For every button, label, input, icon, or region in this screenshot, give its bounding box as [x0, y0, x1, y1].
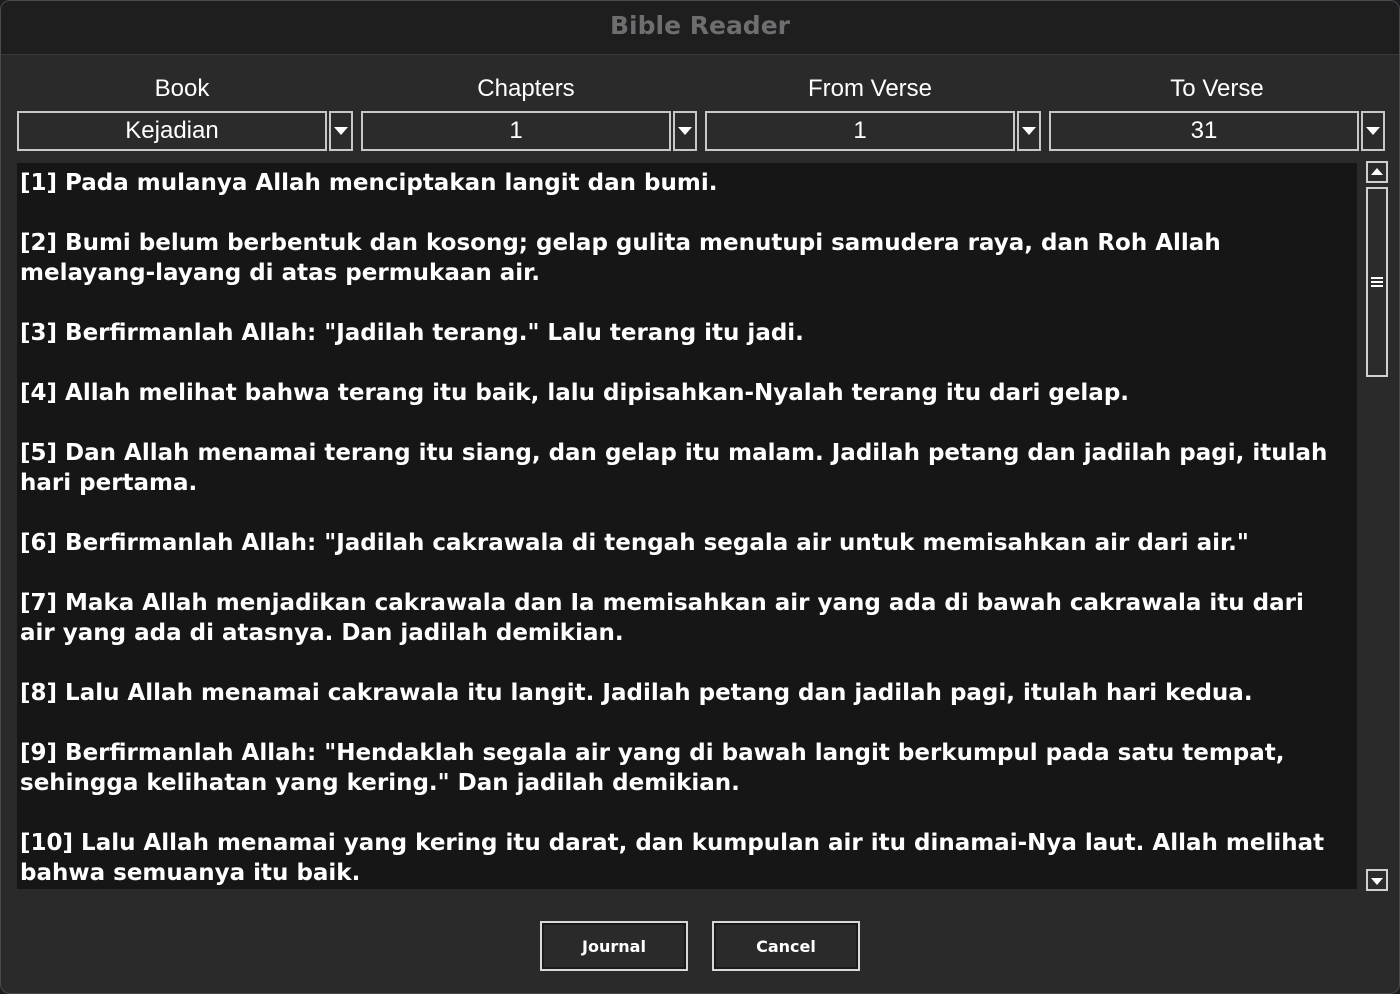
- scroll-up-arrow-icon: [1371, 168, 1383, 175]
- chevron-down-icon: [1022, 127, 1036, 135]
- verse-10: [10] Lalu Allah menamai yang kering itu darat, dan kumpulan air itu dinamai-Nya laut. Allah melihat bahwa semuanya itu baik.: [20, 830, 1325, 886]
- vertical-scrollbar[interactable]: [1363, 159, 1391, 893]
- verse-6: [6] Berfirmanlah Allah: "Jadilah cakrawala di tengah segala air untuk memisahkan air dari air.": [20, 530, 1249, 556]
- to-verse-label: To Verse: [1170, 75, 1264, 102]
- journal-button[interactable]: Journal: [540, 921, 688, 971]
- scroll-up-button[interactable]: [1366, 161, 1388, 183]
- cancel-button[interactable]: Cancel: [712, 921, 860, 971]
- verse-4: [4] Allah melihat bahwa terang itu baik, lalu dipisahkan-Nyalah terang itu dari gelap.: [20, 380, 1130, 406]
- chapters-dropdown-button[interactable]: [673, 111, 697, 151]
- chapters-select[interactable]: 1: [361, 111, 671, 151]
- from-verse-dropdown-button[interactable]: [1017, 111, 1041, 151]
- scroll-down-arrow-icon: [1371, 878, 1383, 885]
- chevron-down-icon: [1366, 127, 1380, 135]
- book-label: Book: [154, 75, 210, 102]
- verse-3: [3] Berfirmanlah Allah: "Jadilah terang." Lalu terang itu jadi.: [20, 320, 804, 346]
- scroll-thumb[interactable]: [1366, 187, 1388, 377]
- verse-list: [17, 163, 1357, 888]
- book-select[interactable]: Kejadian: [17, 111, 327, 151]
- chapters-label: Chapters: [477, 75, 575, 102]
- verse-text-area[interactable]: [17, 163, 1357, 889]
- from-verse-label: From Verse: [807, 75, 933, 102]
- title-bar[interactable]: [1, 1, 1399, 55]
- verse-8: [8] Lalu Allah menamai cakrawala itu langit. Jadilah petang dan jadilah pagi, itulah hari kedua.: [20, 680, 1253, 706]
- chevron-down-icon: [334, 127, 348, 135]
- verse-9: [9] Berfirmanlah Allah: "Hendaklah segala air yang di bawah langit berkumpul pada satu tempat, sehingga kelihatan yang kering." Dan jadilah demikian.: [20, 740, 1285, 796]
- grip-icon: [1371, 277, 1383, 289]
- verse-7: [7] Maka Allah menjadikan cakrawala dan Ia memisahkan air yang ada di bawah cakrawala itu dari air yang ada di atasnya. Dan jadilah demikian.: [20, 590, 1304, 646]
- book-dropdown-button[interactable]: [329, 111, 353, 151]
- scroll-down-button[interactable]: [1366, 869, 1388, 891]
- to-verse-select[interactable]: 31: [1049, 111, 1359, 151]
- verse-1: [1] Pada mulanya Allah menciptakan langit dan bumi.: [20, 170, 718, 196]
- from-verse-select[interactable]: 1: [705, 111, 1015, 151]
- window-title: Bible Reader: [609, 11, 790, 40]
- chevron-down-icon: [678, 127, 692, 135]
- to-verse-dropdown-button[interactable]: [1361, 111, 1385, 151]
- verse-2: [2] Bumi belum berbentuk dan kosong; gelap gulita menutupi samudera raya, dan Roh Allah melayang-layang di atas permukaan air.: [20, 230, 1221, 286]
- verse-5: [5] Dan Allah menamai terang itu siang, dan gelap itu malam. Jadilah petang dan jadilah pagi, itulah hari pertama.: [20, 440, 1328, 496]
